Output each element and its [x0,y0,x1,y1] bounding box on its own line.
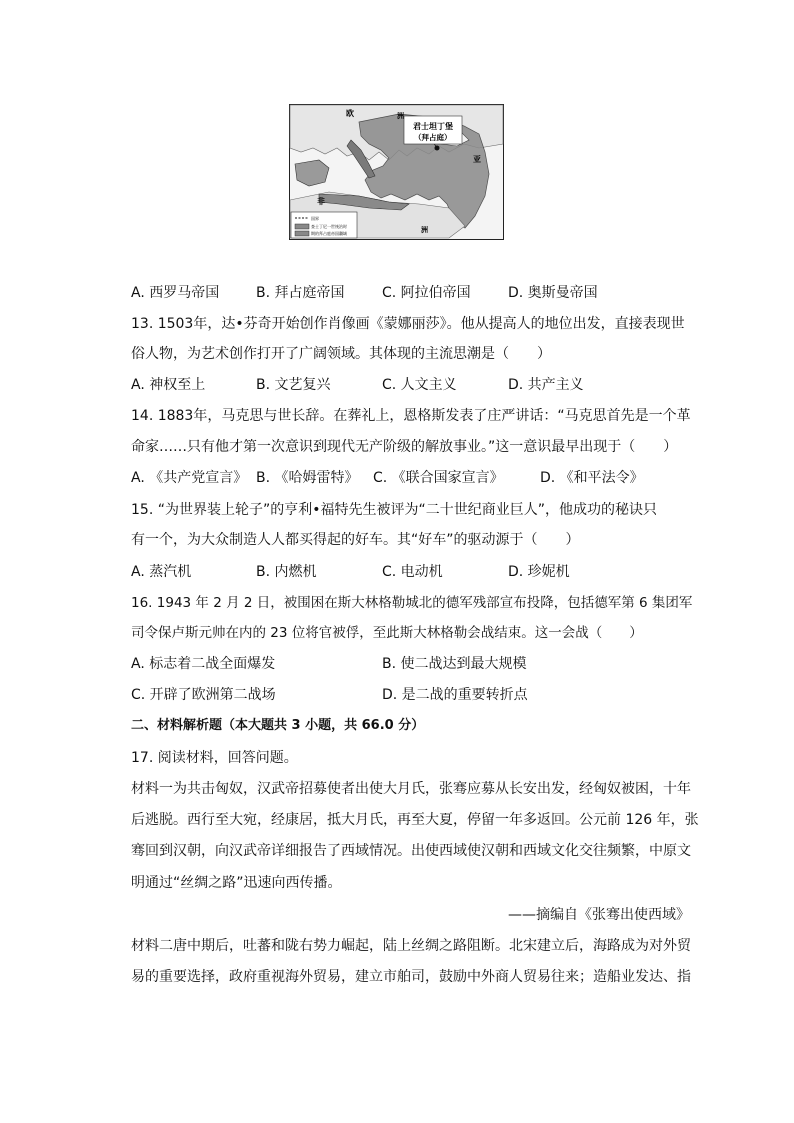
q13-option-a: A. 神权至上 [131,377,206,393]
q14-option-d: D. 《和平法令》 [540,470,644,486]
q13-text-line1: 13. 1503年，达•芬奇开始创作肖像画《蒙娜丽莎》。他从提高人的地位出发，直接表现世 [131,316,685,332]
q16-text-line2: 司令保卢斯元帅在内的 23 位将官被俘，至此斯大林格勒会战结束。这一会战（ ） [131,625,643,641]
legend-border: 国界 [311,216,319,221]
q17-material1-line3: 骞回到汉朝，向汉武帝详细报告了西域情况。出使西域使汉朝和西域文化交往频繁，中原文 [131,843,691,859]
q15-option-b: B. 内燃机 [256,564,317,580]
q16-option-b: B. 使二战达到最大规模 [382,656,527,672]
q15-text-line1: 15. “为世界装上轮子”的亨利•福特先生被评为“二十世纪商业巨人”，他成功的秘诀只 [131,502,657,518]
map-label-asia: 亚 [473,155,481,164]
q14-option-a: A. 《共产党宣言》 [131,470,248,486]
q16-option-c: C. 开辟了欧洲第二战场 [131,687,276,703]
q12-option-a: A. 西罗马帝国 [131,285,220,301]
q12-option-c: C. 阿拉伯帝国 [382,285,471,301]
q13-option-b: B. 文艺复兴 [256,377,331,393]
q13-option-c: C. 人文主义 [382,377,457,393]
q17-material2-line2: 易的重要选择，政府重视海外贸易，建立市舶司，鼓励中外商人贸易往来；造船业发达、指 [131,969,691,985]
q14-option-c: C. 《联合国家宣言》 [373,470,504,486]
map-label-africa: 非 [317,197,325,206]
q14-text-line1: 14. 1883年，马克思与世长辞。在葬礼上，恩格斯发表了庄严讲话：“马克思首先是一个革 [131,408,691,424]
map-label-europe: 欧 [346,109,354,118]
map-graphic [289,104,504,240]
q14-text-line2: 命家……只有他才第一次意识到现代无产阶级的解放事业。”这一意识最早出现于（ ） [131,439,678,455]
q12-option-d: D. 奥斯曼帝国 [508,285,598,301]
q17-material2-line1: 材料二唐中期后，吐蕃和陇右势力崛起，陆上丝绸之路阻断。北宋建立后，海路成为对外贸 [131,938,691,954]
byzantine-empire-map [289,104,504,240]
q15-text-line2: 有一个，为大众制造人人都买得起的好车。其“好车”的驱动源于（ ） [131,532,580,548]
q13-option-d: D. 共产主义 [508,377,584,393]
q17-material1-line2: 后逃脱。西行至大宛，经康居，抵大月氏，再至大夏，停留一年多返回。公元前 126 年，张 [131,812,699,828]
q17-material1-line4: 明通过“丝绸之路”迅速向西传播。 [131,875,342,891]
map-title-line2: （拜占庭） [414,133,452,142]
q16-option-a: A. 标志着二战全面爆发 [131,656,276,672]
q16-text-line1: 16. 1943 年 2 月 2 日，被围困在斯大林格勒城北的德军残部宣布投降，包括德军第 6 集团军 [131,595,693,611]
q13-text-line2: 俗人物，为艺术创作打开了广阔领域。其体现的主流思潮是（ ） [131,346,551,362]
map-label-africa-2: 洲 [421,226,428,234]
q17-instruction: 17. 阅读材料，回答问题。 [131,750,298,766]
q15-option-a: A. 蒸汽机 [131,564,192,580]
q15-option-c: C. 电动机 [382,564,443,580]
q17-material1-source: ——摘编自《张骞出使西域》 [508,907,690,923]
section2-heading: 二、材料解析题（本大题共 3 小题，共 66.0 分） [131,718,425,733]
q16-option-d: D. 是二战的重要转折点 [382,687,528,703]
q17-material1-line1: 材料一为共击匈奴，汉武帝招募使者出使大月氏，张骞应募从长安出发，经匈奴被困，十年 [131,781,691,797]
q15-option-d: D. 珍妮机 [508,564,570,580]
map-label-europe-2: 洲 [397,112,404,120]
legend-territory-1: 查士丁尼一世统治时 [311,224,347,229]
map-title-line1: 君士坦丁堡 [413,122,453,131]
q14-option-b: B. 《哈姆雷特》 [256,470,359,486]
q12-option-b: B. 拜占庭帝国 [256,285,345,301]
legend-territory-2: 期的拜占庭帝国疆域 [311,231,347,236]
